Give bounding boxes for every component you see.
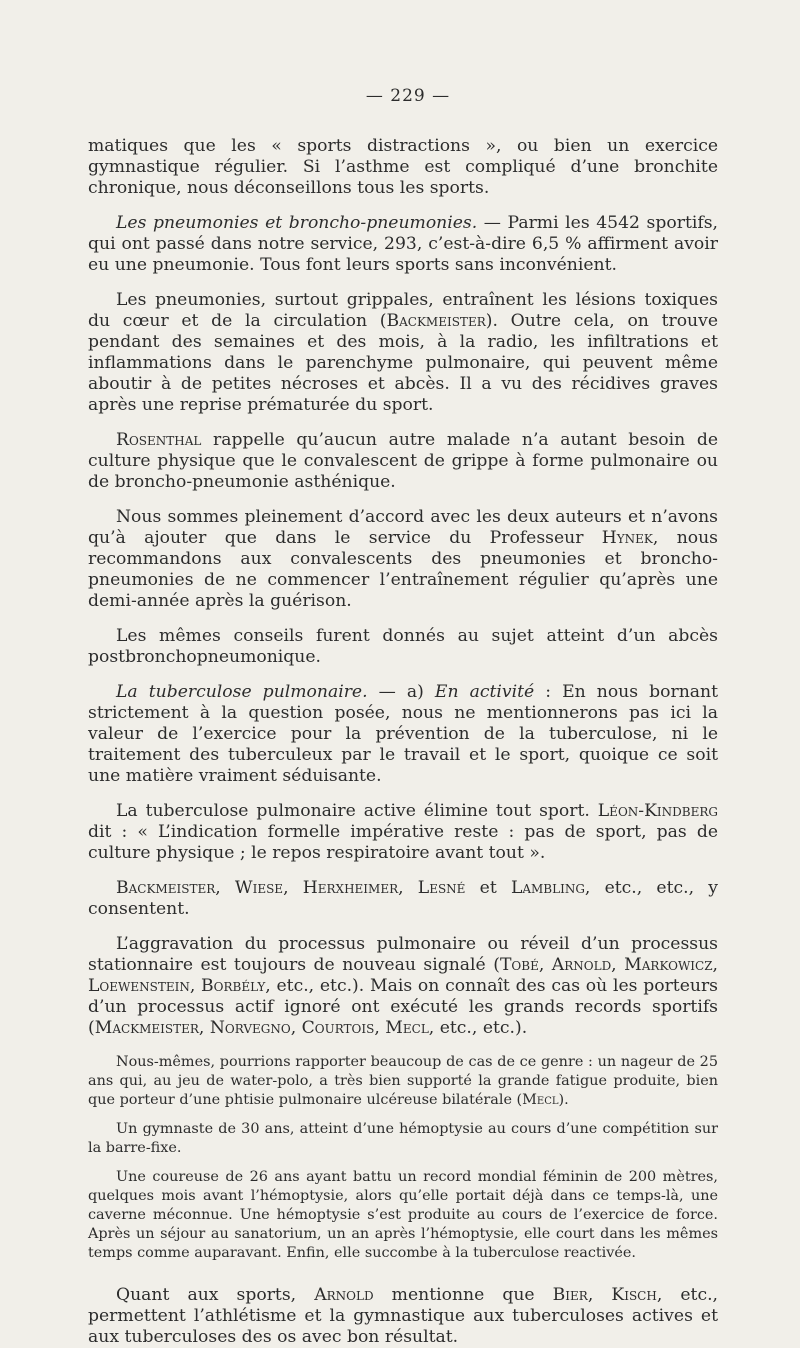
section-title-pneumonies: Les pneumonies et broncho-pneumonies.: [116, 213, 478, 233]
paragraph-text: Les pneumonies, surtout grippales, entraînent les lésions toxiques du cœur et de la circulation (: [88, 290, 718, 331]
paragraph-text: , etc., etc.).: [428, 1018, 528, 1038]
paragraph-text: Nous-mêmes, pourrions rapporter beaucoup de cas de ce genre : un nageur de 25 ans qui, au jeu de water-polo, a très bien supporté la grande fatigue produite, bien que porteur d’une phtisie pulmonaire ulcéreuse bilatérale (: [88, 1054, 718, 1108]
paragraph-9: [88, 878, 718, 920]
paragraph-text: rappelle qu’aucun autre malade n’a autant besoin de culture physique que le convalescent de grippe à forme pulmonaire ou de broncho-pneumonie asthénique.: [88, 430, 718, 492]
author-name: Mecl: [522, 1092, 559, 1108]
paragraph-text: — a): [367, 682, 435, 702]
paragraph-4: [88, 430, 718, 493]
subsection-title: En activité: [434, 682, 535, 702]
paragraph-text: ). Outre cela, on trouve pendant des semaines et des mois, à la radio, les infiltrations et inflammations dans le parenchyme pulmonaire, qui peuvent même aboutir à de petites nécroses et abcès. Il a vu des récidives graves après une reprise prématurée du sport.: [88, 311, 718, 415]
author-name: Rosenthal: [116, 430, 202, 450]
section-title-tuberculose: La tuberculose pulmonaire.: [116, 682, 368, 702]
author-name: Lambling: [510, 878, 585, 898]
page-number: — 229 —: [365, 86, 451, 106]
paragraph-text: : En nous bornant strictement à la question posée, nous ne mentionnerons pas ici la valeur de l’exercice pour la prévention de la tuberculose, ni le traitement des tuberculeux par le travail et le sport, quoique ce soit une matière vraiment séduisante.: [88, 682, 718, 786]
body-text: [88, 136, 718, 1348]
case-reports: [88, 1053, 718, 1263]
case-report-3: Une coureuse de 26 ans ayant battu un record mondial féminin de 200 mètres, quelques mois avant l’hémoptysie, alors qu’elle portait déjà dans ce temps-là, une caverne méconnue. Une hémoptysie s’est produite au cours de l’exercice de force. Après un séjour au sanatorium, un an après l’hémoptysie, elle court dans les mêmes temps comme auparavant. Enfin, elle succombe à la tuberculose reactivée.: [88, 1169, 718, 1261]
paragraph-pneumonies: [88, 213, 718, 276]
author-names: Mackmeister, Norvegno, Courtois, Mecl: [94, 1018, 429, 1038]
paragraph-text: , nous recommandons aux convalescents des pneumonies et broncho-pneumonies de ne commencer l’entraînement régulier qu’après une demi-année après la guérison.: [88, 528, 719, 611]
paragraph-6: Les mêmes conseils furent donnés au sujet atteint d’un abcès postbronchopneumonique.: [88, 626, 718, 667]
paragraph-tuberculose: [88, 682, 718, 787]
paragraph-text: , etc., etc., y consentent.: [88, 878, 718, 919]
paragraph-text: dit : « L’indication formelle impérative reste : pas de sport, pas de culture physique ; le repos respiratoire avant tout ».: [88, 822, 718, 863]
author-name: Backmeister: [386, 311, 486, 331]
paragraph-3: [88, 290, 718, 416]
paragraph-text: Nous sommes pleinement d’accord avec les deux auteurs et n’avons qu’à ajouter que dans le service du Professeur: [88, 507, 718, 548]
author-names: Tobé, Arnold, Markowicz, Loewenstein, Borbély: [88, 955, 718, 996]
paragraph-text: , etc., etc.). Mais on connaît des cas où les porteurs d’un processus actif ignoré ont exécuté les grands records sportifs (: [88, 976, 718, 1038]
paragraph-text: La tuberculose pulmonaire active élimine tout sport.: [116, 801, 598, 821]
paragraph-text: Quant aux sports,: [116, 1285, 315, 1305]
paragraph-text: ).: [558, 1092, 569, 1108]
author-name: Léon-Kindberg: [597, 801, 718, 821]
author-name: Hynek: [601, 528, 653, 548]
author-names: Backmeister, Wiese, Herxheimer, Lesné: [116, 878, 466, 898]
author-name: Arnold: [314, 1285, 374, 1305]
paragraph-text: et: [465, 878, 511, 898]
author-names: Bier, Kisch: [552, 1285, 657, 1305]
paragraph-1: matiques que les « sports distractions », ou bien un exercice gymnastique régulier. Si l’asthme est compliqué d’une bronchite chronique, nous déconseillons tous les sports.: [88, 136, 718, 198]
paragraph-11: [88, 1285, 718, 1348]
paragraph-8: [88, 801, 718, 864]
paragraph-text: L’aggravation du processus pulmonaire ou réveil d’un processus stationnaire est toujours de nouveau signalé (: [88, 934, 718, 975]
case-report-1: [88, 1053, 718, 1110]
paragraph-10: [88, 934, 718, 1039]
paragraph-text: , etc., permettent l’athlétisme et la gymnastique aux tuberculoses actives et aux tuberculoses des os avec bon résultat.: [88, 1285, 718, 1347]
paragraph-5: [88, 507, 718, 612]
paragraph-text: mentionne que: [373, 1285, 553, 1305]
paragraph-text: — Parmi les 4542 sportifs, qui ont passé dans notre service, 293, c’est-à-dire 6,5 % affirment avoir eu une pneumonie. Tous font leurs sports sans inconvénient.: [88, 213, 718, 275]
case-report-2: Un gymnaste de 30 ans, atteint d’une hémoptysie au cours d’une compétition sur la barre-fixe.: [88, 1121, 718, 1156]
